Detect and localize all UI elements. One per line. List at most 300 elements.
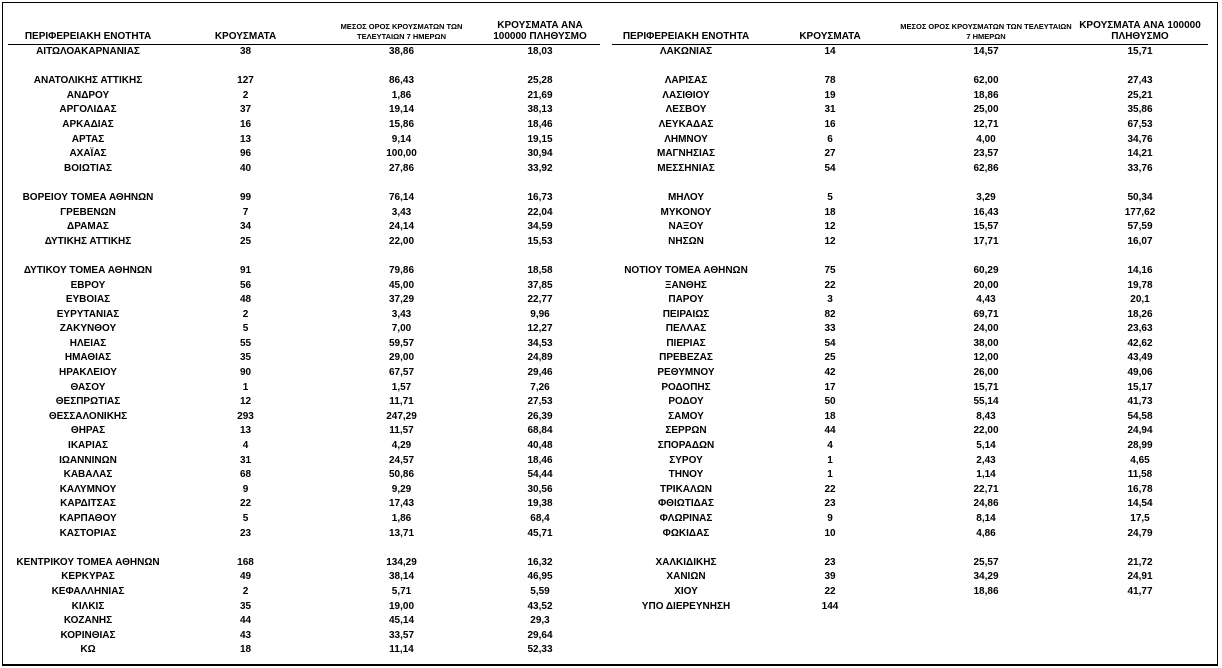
region-name-cell: ΚΑΛΥΜΝΟΥ	[59, 483, 117, 495]
table-row	[8, 643, 600, 658]
avg7-cell: 9,14	[391, 133, 412, 145]
per100k-cell: 26,39	[527, 410, 553, 422]
per100k-cell: 27,43	[1127, 75, 1153, 87]
region-name-cell: ΘΕΣΣΑΛΟΝΙΚΗΣ	[48, 410, 128, 422]
cases-cell: 42	[824, 367, 836, 379]
avg7-cell: 67,57	[388, 367, 415, 379]
table-row	[8, 366, 600, 381]
region-name-cell: ΚΕΡΚΥΡΑΣ	[61, 571, 115, 583]
per100k-cell: 22,04	[527, 206, 553, 218]
table-row	[612, 322, 1208, 337]
avg7-cell: 45,00	[388, 279, 415, 291]
per100k-cell: 16,07	[1127, 235, 1153, 247]
per100k-cell: 50,34	[1127, 191, 1153, 203]
region-name-cell: ΠΕΛΛΑΣ	[665, 323, 707, 335]
table-row	[8, 570, 600, 585]
cases-cell: 9	[242, 483, 249, 495]
table-row	[8, 191, 600, 206]
left-header-row	[8, 20, 600, 45]
avg7-cell: 247,29	[386, 410, 417, 422]
cases-cell: 1	[827, 454, 833, 466]
cases-cell: 56	[239, 279, 252, 291]
per100k-cell: 4,65	[1130, 454, 1150, 466]
per100k-cell: 54,58	[1127, 410, 1153, 422]
table-row	[612, 206, 1208, 221]
header-avg7: ΜΕΣΟΣ ΟΡΟΣ ΚΡΟΥΣΜΑΤΩΝ ΤΩΝ ΤΕΛΕΥΤΑΙΩΝ 7 ΗΜΕΡΩΝ	[900, 20, 1072, 45]
avg7-cell: 60,29	[973, 264, 999, 276]
per100k-cell: 57,59	[1127, 221, 1153, 233]
per100k-cell: 24,94	[1127, 425, 1153, 437]
avg7-cell: 24,00	[973, 323, 999, 335]
spacer-cell	[612, 249, 1208, 264]
cases-cell: 18	[239, 644, 252, 656]
cases-cell: 22	[239, 498, 252, 510]
table-row	[8, 410, 600, 425]
per100k-cell: 27,53	[527, 396, 553, 408]
cases-cell: 48	[239, 294, 252, 306]
avg7-cell: 79,86	[388, 264, 415, 276]
region-name-cell: ΜΥΚΟΝΟΥ	[660, 206, 712, 218]
region-name-cell: ΜΗΛΟΥ	[667, 191, 705, 203]
table-row	[8, 468, 600, 483]
cases-cell: 38	[239, 46, 252, 57]
table-row	[612, 410, 1208, 425]
spacer-row	[8, 60, 600, 75]
per100k-cell: 16,78	[1127, 483, 1153, 495]
table-row	[612, 191, 1208, 206]
table-row	[8, 337, 600, 352]
avg7-cell: 12,71	[973, 118, 999, 130]
table-row	[8, 512, 600, 527]
right-data-table	[612, 20, 1208, 614]
cases-cell: 1	[242, 381, 249, 393]
region-name-cell: ΚΟΡΙΝΘΙΑΣ	[60, 629, 116, 641]
per100k-cell: 25,28	[527, 75, 553, 87]
table-row	[612, 556, 1208, 571]
cases-cell: 17	[824, 381, 836, 393]
cases-cell: 4	[827, 440, 833, 452]
avg7-cell: 69,71	[973, 308, 999, 320]
per100k-cell: 19,15	[527, 133, 553, 145]
region-name-cell: ΕΥΒΟΙΑΣ	[65, 294, 111, 306]
per100k-cell: 43,52	[527, 600, 553, 612]
per100k-cell: 41,77	[1127, 585, 1153, 597]
avg7-cell: 29,00	[388, 352, 415, 364]
per100k-cell: 22,77	[527, 294, 553, 306]
per100k-cell: 67,53	[1127, 118, 1153, 130]
cases-cell: 54	[824, 162, 836, 174]
cases-cell: 127	[237, 75, 254, 87]
header-region: ΠΕΡΙΦΕΡΕΙΑΚΗ ΕΝΟΤΗΤΑ	[612, 20, 760, 45]
right-header-row	[612, 20, 1208, 45]
avg7-cell: 86,43	[388, 75, 415, 87]
avg7-cell: 4,86	[976, 527, 996, 539]
per100k-cell: 34,59	[527, 221, 553, 233]
region-name-cell: ΕΥΡΥΤΑΝΙΑΣ	[56, 308, 120, 320]
per100k-cell: 33,92	[527, 162, 553, 174]
per100k-cell: 12,27	[527, 323, 553, 335]
region-name-cell: ΧΑΛΚΙΔΙΚΗΣ	[655, 556, 717, 568]
region-name-cell: ΑΡΤΑΣ	[71, 133, 105, 145]
per100k-cell: 7,26	[530, 381, 550, 393]
cases-cell: 1	[827, 469, 833, 481]
per100k-cell: 68,4	[530, 513, 550, 524]
region-name-cell: ΛΗΜΝΟΥ	[664, 133, 708, 145]
cases-cell: 40	[239, 162, 252, 174]
avg7-cell: 4,29	[391, 440, 412, 452]
avg7-cell: 26,00	[973, 367, 999, 379]
per100k-cell: 15,17	[1127, 381, 1153, 393]
avg7-cell: 11,71	[389, 396, 414, 408]
avg7-cell: 38,00	[973, 337, 999, 349]
table-row	[8, 381, 600, 396]
region-name-cell: ΝΑΞΟΥ	[668, 221, 704, 233]
table-row	[8, 103, 600, 118]
table-row	[8, 497, 600, 512]
per100k-cell: 18,26	[1127, 308, 1153, 320]
table-row	[8, 308, 600, 323]
region-name-cell: ΑΝΑΤΟΛΙΚΗΣ ΑΤΤΙΚΗΣ	[33, 75, 143, 87]
region-name-cell: ΚΕΝΤΡΙΚΟΥ ΤΟΜΕΑ ΑΘΗΝΩΝ	[16, 556, 160, 568]
table-row	[8, 556, 600, 571]
cases-cell: 144	[821, 600, 839, 612]
region-name-cell: ΦΩΚΙΔΑΣ	[662, 527, 710, 539]
region-name-cell: ΡΕΘΥΜΝΟΥ	[657, 367, 715, 379]
avg7-cell	[900, 600, 1072, 615]
table-row	[8, 293, 600, 308]
avg7-cell: 19,00	[388, 600, 415, 612]
header-cases: ΚΡΟΥΣΜΑΤΑ	[168, 20, 323, 45]
table-row	[612, 351, 1208, 366]
region-name-cell: ΚΑΡΔΙΤΣΑΣ	[60, 498, 116, 510]
avg7-cell: 37,29	[388, 294, 415, 306]
table-row	[8, 133, 600, 148]
region-name-cell: ΤΡΙΚΑΛΩΝ	[660, 483, 712, 495]
table-row	[8, 235, 600, 250]
region-name-cell: ΑΝΔΡΟΥ	[66, 89, 110, 101]
per100k-cell: 17,5	[1130, 513, 1150, 524]
region-name-cell: ΒΟΙΩΤΙΑΣ	[64, 162, 112, 174]
per100k-cell: 23,63	[1127, 323, 1153, 335]
region-name-cell: ΗΡΑΚΛΕΙΟΥ	[59, 367, 117, 379]
avg7-cell: 25,57	[973, 556, 999, 568]
table-row	[8, 89, 600, 104]
table-row	[612, 45, 1208, 60]
table-row	[8, 206, 600, 221]
avg7-cell: 59,57	[388, 337, 415, 349]
table-row	[8, 74, 600, 89]
region-name-cell: ΠΙΕΡΙΑΣ	[666, 337, 706, 349]
table-row	[612, 483, 1208, 498]
table-row	[612, 585, 1208, 600]
per100k-cell: 19,78	[1127, 279, 1153, 291]
table-row	[612, 570, 1208, 585]
table-row	[612, 220, 1208, 235]
per100k-cell	[1072, 600, 1208, 615]
region-name-cell: ΚΑΡΠΑΘΟΥ	[59, 513, 117, 524]
avg7-cell: 76,14	[388, 191, 415, 203]
cases-cell: 27	[824, 148, 836, 160]
cases-cell: 12	[824, 221, 836, 233]
table-row	[612, 147, 1208, 162]
table-row	[8, 527, 600, 542]
per100k-cell: 11,58	[1127, 469, 1153, 481]
region-name-cell: ΦΛΩΡΙΝΑΣ	[659, 513, 713, 524]
cases-cell: 91	[239, 264, 252, 276]
header-cases: ΚΡΟΥΣΜΑΤΑ	[760, 20, 900, 45]
avg7-cell: 22,00	[973, 425, 999, 437]
table-row	[612, 103, 1208, 118]
region-name-cell: ΚΑΒΑΛΑΣ	[63, 469, 113, 481]
avg7-cell: 2,43	[976, 454, 996, 466]
avg7-cell: 3,29	[976, 191, 996, 203]
avg7-cell: 25,00	[973, 104, 999, 116]
avg7-cell: 5,71	[391, 585, 412, 597]
spacer-cell	[612, 541, 1208, 556]
per100k-cell: 18,46	[527, 454, 553, 466]
cases-cell: 75	[824, 264, 836, 276]
avg7-cell: 55,14	[973, 396, 999, 408]
table-row	[612, 279, 1208, 294]
per100k-cell: 16,73	[527, 191, 553, 203]
region-name-cell: ΣΕΡΡΩΝ	[665, 425, 707, 437]
avg7-cell: 22,71	[973, 483, 999, 495]
cases-cell: 2	[242, 308, 249, 320]
right-table-body	[612, 45, 1208, 615]
per100k-cell: 49,06	[1127, 367, 1153, 379]
cases-cell: 2	[242, 585, 249, 597]
region-name-cell: ΡΟΔΟΠΗΣ	[661, 381, 711, 393]
per100k-cell: 9,96	[530, 308, 550, 320]
per100k-cell: 177,62	[1124, 206, 1156, 218]
table-row	[612, 439, 1208, 454]
table-row	[612, 118, 1208, 133]
region-name-cell: ΛΑΚΩΝΙΑΣ	[659, 46, 713, 57]
table-row	[612, 89, 1208, 104]
avg7-cell: 4,00	[976, 133, 996, 145]
per100k-cell: 68,84	[527, 425, 553, 437]
avg7-cell: 27,86	[388, 162, 415, 174]
cases-cell: 43	[239, 629, 252, 641]
table-row	[8, 147, 600, 162]
table-row	[612, 264, 1208, 279]
table-row	[612, 308, 1208, 323]
region-name-cell: ΝΟΤΙΟΥ ΤΟΜΕΑ ΑΘΗΝΩΝ	[624, 264, 748, 276]
table-row	[612, 133, 1208, 148]
avg7-cell: 18,86	[973, 89, 999, 101]
per100k-cell: 34,76	[1127, 133, 1153, 145]
cases-cell: 18	[824, 410, 836, 422]
region-name-cell: ΛΑΡΙΣΑΣ	[664, 75, 708, 87]
table-row	[8, 351, 600, 366]
spacer-row	[612, 541, 1208, 556]
region-name-cell: ΘΑΣΟΥ	[70, 381, 106, 393]
region-name-cell: ΦΘΙΩΤΙΔΑΣ	[657, 498, 715, 510]
region-name-cell: ΚΟΖΑΝΗΣ	[63, 615, 113, 627]
avg7-cell: 23,57	[973, 148, 999, 160]
avg7-cell: 20,00	[973, 279, 999, 291]
avg7-cell: 100,00	[386, 148, 417, 160]
avg7-cell: 13,71	[388, 527, 415, 539]
per100k-cell: 45,71	[527, 527, 553, 539]
per100k-cell: 18,58	[527, 264, 553, 276]
table-row	[612, 381, 1208, 396]
cases-cell: 5	[827, 191, 833, 203]
cases-cell: 22	[824, 279, 836, 291]
per100k-cell: 21,69	[527, 89, 553, 101]
cases-cell: 22	[824, 585, 836, 597]
avg7-cell: 134,29	[386, 556, 417, 568]
avg7-cell: 50,86	[388, 469, 415, 481]
per100k-cell: 29,64	[527, 629, 553, 641]
cases-cell: 3	[827, 294, 833, 306]
per100k-cell: 15,53	[527, 235, 553, 247]
table-row	[8, 424, 600, 439]
per100k-cell: 42,62	[1127, 337, 1153, 349]
per100k-cell: 14,16	[1127, 264, 1153, 276]
region-name-cell: ΣΑΜΟΥ	[668, 410, 704, 422]
cases-cell: 23	[824, 556, 836, 568]
table-row	[8, 395, 600, 410]
avg7-cell: 24,86	[973, 498, 999, 510]
region-name-cell: ΧΑΝΙΩΝ	[666, 571, 706, 583]
table-row	[612, 424, 1208, 439]
spacer-row	[612, 60, 1208, 75]
per100k-cell: 16,32	[527, 556, 553, 568]
cases-cell: 16	[824, 118, 836, 130]
region-name-cell: ΤΗΝΟΥ	[668, 469, 704, 481]
table-row	[8, 45, 600, 60]
cases-cell: 13	[239, 425, 252, 437]
avg7-cell: 11,14	[389, 644, 414, 656]
cases-cell: 31	[239, 454, 252, 466]
avg7-cell: 38,86	[388, 46, 415, 57]
per100k-cell: 46,95	[527, 571, 553, 583]
table-row	[612, 293, 1208, 308]
region-name-cell: ΠΡΕΒΕΖΑΣ	[659, 352, 713, 364]
region-name-cell: ΧΙΟΥ	[674, 585, 698, 597]
per100k-cell: 33,76	[1127, 162, 1153, 174]
cases-cell: 168	[237, 556, 254, 568]
region-name-cell: ΠΕΙΡΑΙΩΣ	[662, 308, 710, 320]
per100k-cell: 41,73	[1127, 396, 1153, 408]
per100k-cell: 29,46	[527, 367, 553, 379]
per100k-cell: 25,21	[1127, 89, 1153, 101]
region-name-cell: ΑΙΤΩΛΟΑΚΑΡΝΑΝΙΑΣ	[36, 46, 140, 57]
cases-cell: 19	[824, 89, 836, 101]
region-name-cell: ΚΙΛΚΙΣ	[71, 600, 105, 612]
avg7-cell: 62,00	[973, 75, 999, 87]
per100k-cell: 20,1	[1130, 294, 1150, 306]
cases-cell: 44	[824, 425, 836, 437]
cases-cell: 33	[824, 323, 836, 335]
avg7-cell: 38,14	[388, 571, 415, 583]
cases-cell: 68	[239, 469, 252, 481]
cases-cell: 4	[242, 440, 249, 452]
avg7-cell: 9,29	[391, 483, 412, 495]
spacer-row	[612, 176, 1208, 191]
cases-cell: 18	[824, 206, 836, 218]
cases-cell: 37	[239, 104, 252, 116]
cases-cell: 39	[824, 571, 836, 583]
cases-cell: 293	[237, 410, 254, 422]
per100k-cell: 37,85	[527, 279, 553, 291]
avg7-cell: 34,29	[973, 571, 999, 583]
region-name-cell: ΙΚΑΡΙΑΣ	[68, 440, 108, 452]
spacer-row	[8, 176, 600, 191]
per100k-cell: 24,91	[1127, 571, 1153, 583]
avg7-cell: 8,43	[976, 410, 996, 422]
spacer-row	[8, 249, 600, 264]
region-name-cell: ΛΕΥΚΑΔΑΣ	[658, 118, 714, 130]
cases-cell: 2	[242, 89, 249, 101]
cases-cell: 16	[239, 118, 252, 130]
avg7-cell: 18,86	[973, 585, 999, 597]
avg7-cell: 5,14	[976, 440, 996, 452]
region-name-cell: ΞΑΝΘΗΣ	[665, 279, 707, 291]
cases-cell: 13	[239, 133, 252, 145]
avg7-cell: 3,43	[391, 206, 412, 218]
spacer-cell	[612, 60, 1208, 75]
cases-cell: 99	[239, 191, 252, 203]
spacer-cell	[8, 541, 600, 556]
cases-cell: 6	[827, 133, 833, 145]
cases-cell: 54	[824, 337, 836, 349]
table-row	[612, 600, 1208, 615]
avg7-cell: 1,86	[391, 89, 412, 101]
region-name-cell: ΓΡΕΒΕΝΩΝ	[60, 206, 116, 218]
table-row	[8, 264, 600, 279]
avg7-cell: 7,00	[391, 323, 412, 335]
region-name-cell: ΔΡΑΜΑΣ	[67, 221, 109, 233]
table-row	[8, 220, 600, 235]
table-row	[612, 235, 1208, 250]
avg7-cell: 8,14	[976, 513, 996, 524]
table-row	[8, 614, 600, 629]
region-name-cell: ΖΑΚΥΝΘΟΥ	[59, 323, 117, 335]
cases-cell: 14	[824, 46, 836, 57]
table-row	[8, 279, 600, 294]
region-name-cell: ΔΥΤΙΚΗΣ ΑΤΤΙΚΗΣ	[44, 235, 132, 247]
avg7-cell: 16,43	[973, 206, 999, 218]
cases-cell: 34	[239, 221, 252, 233]
per100k-cell: 35,86	[1127, 104, 1153, 116]
avg7-cell: 11,57	[389, 425, 414, 437]
cases-cell: 7	[242, 206, 249, 218]
table-row	[8, 585, 600, 600]
table-row	[8, 600, 600, 615]
region-name-cell: ΑΧΑΪΑΣ	[69, 148, 107, 160]
avg7-cell: 1,14	[976, 469, 996, 481]
cases-cell: 23	[239, 527, 252, 539]
avg7-cell: 15,71	[973, 381, 999, 393]
region-name-cell: ΝΗΣΩΝ	[668, 235, 704, 247]
per100k-cell: 34,53	[527, 337, 553, 349]
per100k-cell: 30,56	[527, 483, 553, 495]
per100k-cell: 28,99	[1127, 440, 1153, 452]
region-name-cell: ΣΥΡΟΥ	[669, 454, 703, 466]
cases-cell: 82	[824, 308, 836, 320]
spacer-row	[612, 249, 1208, 264]
per100k-cell: 18,03	[527, 46, 553, 57]
table-row	[612, 454, 1208, 469]
per100k-cell: 15,71	[1127, 46, 1153, 57]
per100k-cell: 21,72	[1127, 556, 1153, 568]
avg7-cell: 45,14	[388, 615, 415, 627]
header-region: ΠΕΡΙΦΕΡΕΙΑΚΗ ΕΝΟΤΗΤΑ	[8, 20, 168, 45]
table-row	[612, 366, 1208, 381]
avg7-cell: 1,86	[391, 513, 412, 524]
